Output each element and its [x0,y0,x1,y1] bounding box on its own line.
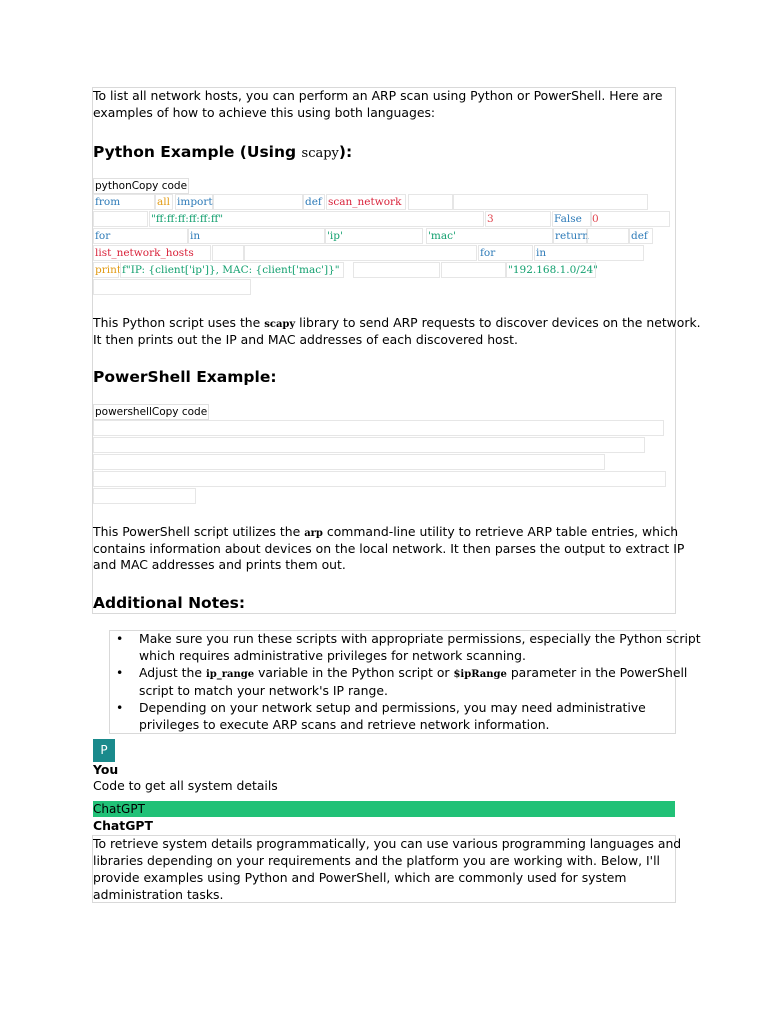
python-code-label: pythonCopy code [95,180,188,192]
python-heading: Python Example (Using scapy): [93,143,353,161]
code-token: for [478,245,533,261]
powershell-heading: PowerShell Example: [93,368,277,386]
powershell-code-row [93,454,605,470]
powershell-code-row [93,488,196,504]
code-token: import [177,196,213,208]
code-token: 'mac' [426,228,553,244]
powershell-code-row [93,420,664,436]
code-token: "ff:ff:ff:ff:ff:ff" [149,211,484,227]
code-cell [441,262,506,278]
code-cell [213,194,303,210]
code-token: list_network_hosts [93,245,211,261]
notes-list [113,631,701,734]
intro-line-1: To list all network hosts, you can perform an ARP scan using Python or PowerShell. Here are [93,88,663,103]
inline-code: arp [304,528,323,539]
assistant-line-1: To retrieve system details programmatically, you can use various programming languages and [93,836,682,851]
code-cell [93,211,148,227]
powershell-desc-line-3: and MAC addresses and prints them out. [93,557,346,572]
code-token: 0 [590,211,670,227]
python-desc-line-2: It then prints out the IP and MAC addresses of each discovered host. [93,332,518,347]
python-code-row-5 [93,262,605,278]
user-message-text: Code to get all system details [93,778,278,793]
powershell-desc-line-1: This PowerShell script utilizes the arp command-line utility to retrieve ARP table entries, which [93,524,679,539]
code-token: def [629,228,653,244]
code-cell [244,245,477,261]
assistant-line-4: administration tasks. [93,887,224,902]
list-item: • Adjust the ip_range variable in the Python script or $ipRange parameter in the PowerShell script to match your network's IP range. [113,665,701,701]
code-cell [587,228,629,244]
user-name: You [93,762,119,777]
code-token: def [303,194,325,210]
code-cell [353,262,440,278]
code-token: return [555,230,589,242]
assistant-line-3: provide examples using Python and PowerShell, which are commonly used for system [93,870,627,885]
code-token: in [534,245,644,261]
python-code-row-2 [93,211,669,227]
python-desc-line-1: This Python script uses the scapy library to send ARP requests to discover devices on the network. [93,315,701,330]
code-cell [212,245,244,261]
heading-inline-code: scapy [301,146,339,161]
code-token: f"IP: {client['ip']}, MAC: {client['mac']}" [120,262,344,278]
powershell-code-label: powershellCopy code [95,406,208,418]
code-token: 'ip' [325,228,423,244]
code-token: print [95,264,122,276]
code-cell [453,194,648,210]
python-code-row-4 [93,245,644,261]
code-token: from [93,194,155,210]
python-code-row-6 [93,279,251,295]
assistant-name: ChatGPT [93,818,153,833]
code-token: 3 [485,211,551,227]
powershell-desc-line-2: contains information about devices on the local network. It then parses the output to extract IP [93,541,685,556]
chatgpt-avatar-bar: ChatGPT [93,801,675,817]
intro-line-2: examples of how to achieve this using both languages: [93,105,436,120]
user-avatar: P [93,739,115,762]
python-code-row-3 [93,228,653,244]
powershell-code-row [93,437,645,453]
code-token: in [188,228,325,244]
powershell-code-row [93,471,666,487]
code-cell [408,194,453,210]
list-item: • Make sure you run these scripts with appropriate permissions, especially the Python script which requires administrative privileges for network scanning. [113,631,701,665]
assistant-line-2: libraries depending on your requirements and the platform you are working with. Below, I'll [93,853,660,868]
inline-code: $ipRange [453,668,507,680]
code-token: scan_network [326,194,406,210]
inline-code: scapy [264,319,296,330]
code-token: False [552,211,592,227]
code-token: all [155,194,173,210]
code-token: for [93,228,188,244]
notes-heading: Additional Notes: [93,594,246,612]
python-code-row-1 [93,194,653,210]
list-item: • Depending on your network setup and permissions, you may need administrative privileges to execute ARP scans and retrieve network information. [113,700,701,734]
inline-code: ip_range [205,668,255,680]
code-token: "192.168.1.0/24" [508,264,599,276]
